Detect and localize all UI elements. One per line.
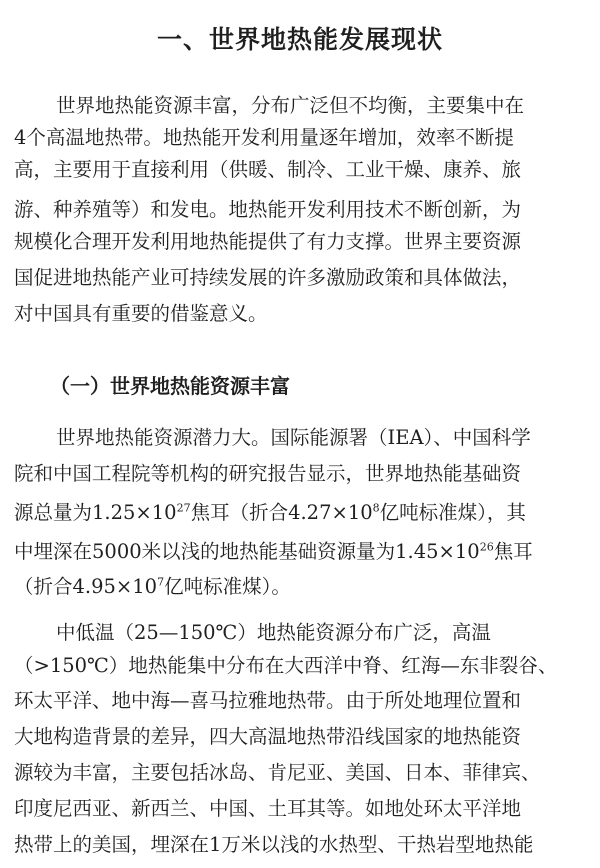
- para2-line-7: 热带上的美国，埋深在1万米以浅的水热型、干热岩型地热能: [14, 833, 534, 856]
- para2-line-5: 源较为丰富，主要包括冰岛、肯尼亚、美国、日本、菲律宾、: [14, 761, 541, 784]
- intro-line-3: 高，主要用于直接利用（供暖、制冷、工业干燥、康养、旅: [14, 158, 522, 181]
- para2-line-2: （>150℃）地热能集中分布在大西洋中脊、红海—东非裂谷、: [14, 654, 558, 677]
- page-title: 一、世界地热能发展现状: [156, 25, 443, 54]
- para1-line-5: （折合$4.95\times 10^7$亿吨标准煤）。: [14, 575, 291, 598]
- para2-line-3: 环太平洋、地中海—喜马拉雅地热带。由于所处地理位置和: [14, 689, 522, 712]
- para1-line-1: 世界地热能资源潜力大。国际能源署（IEA）、中国科学: [56, 426, 531, 449]
- intro-line-4: 游、种养殖等）和发电。地热能开发利用技术不断创新，为: [14, 198, 522, 221]
- para2-line-1: 中低温（25—150℃）地热能资源分布广泛，高温: [56, 621, 491, 644]
- para1-line-4: 中埋深在5000米以浅的地热能基础资源量为$1.45\times 10^{26}$焦耳: [14, 540, 533, 563]
- intro-line-5: 规模化合理开发利用地热能提供了有力支撑。世界主要资源: [14, 230, 522, 253]
- para2-line-6: 印度尼西亚、新西兰、中国、土耳其等。如地处环太平洋地: [14, 797, 522, 820]
- intro-line-2: 4个高温地热带。地热能开发利用量逐年增加，效率不断提: [14, 126, 514, 149]
- section-heading: （一）世界地热能资源丰富: [50, 374, 290, 398]
- intro-line-1: 世界地热能资源丰富，分布广泛但不均衡，主要集中在: [56, 94, 525, 117]
- para2-line-4: 大地构造背景的差异，四大高温地热带沿线国家的地热能资: [14, 725, 522, 748]
- para1-line-3: 源总量为$1.25\times 10^{27}$焦耳（折合$4.27\times 10^8$亿吨标准煤），其: [14, 501, 526, 524]
- intro-line-7: 对中国具有重要的借鉴意义。: [14, 302, 268, 325]
- para1-line-2: 院和中国工程院等机构的研究报告显示，世界地热能基础资: [14, 462, 522, 485]
- intro-line-6: 国促进地热能产业可持续发展的许多激励政策和具体做法，: [14, 266, 522, 289]
